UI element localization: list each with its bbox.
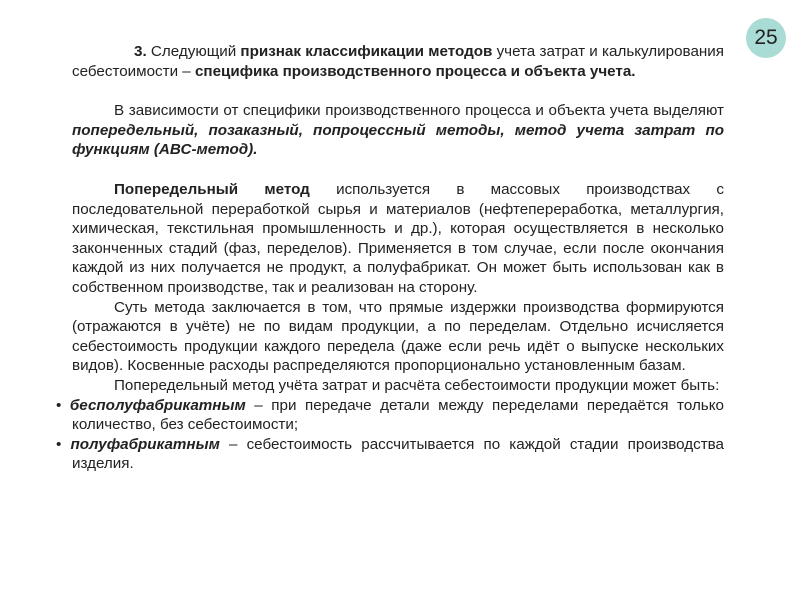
heading-bold-2: специфика производственного процесса и объекта учета.	[194, 62, 636, 80]
bullet-term-2: полуфабрикатным	[70, 435, 220, 453]
bullet-item-2	[56, 435, 724, 474]
heading-text-1: Следующий	[146, 43, 241, 60]
bullet-text-2: – себестоимость рассчитывается по каждой стадии производства изделия.	[72, 435, 724, 473]
methods-list: попередельный, позаказный, попроцессный методы, метод учета затрат по функциям (АВС-метод).	[72, 121, 724, 159]
methods-text: В зависимости от специфики производственного процесса и объекта учета выделяют	[114, 102, 724, 120]
heading-text-2: учета затрат и калькулирования себестоимости –	[72, 43, 724, 80]
process-method-term: Попередельный метод	[114, 180, 310, 198]
heading-number: 3.	[134, 43, 147, 60]
bullet-item-1	[56, 396, 724, 435]
essence-paragraph: Суть метода заключается в том, что прямые издержки производства формируются (отражаются в учёте) не по видам продукции, а по переделам. Отдельно исчисляется себестоимость продукции каждого передела (даже если речь идёт о выпуске нескольких видов). Косвенные расходы распределяются пропорционально установленным базам.	[72, 298, 724, 375]
slide-content	[56, 42, 725, 474]
heading-paragraph	[72, 42, 724, 81]
bullet-term-1: бесполуфабрикатным	[69, 396, 246, 414]
spacer	[72, 160, 724, 180]
slide-number-badge: 25	[746, 18, 786, 58]
heading-bold-1: признак классификации методов	[240, 43, 493, 60]
bullet-marker: •	[56, 396, 62, 414]
bullet-marker: •	[56, 435, 62, 453]
bullet-text-1: – при передаче детали между переделами передаётся только количество, без себестоимости;	[72, 396, 724, 434]
process-method-paragraph	[72, 180, 724, 298]
spacer	[72, 81, 724, 101]
methods-paragraph	[72, 101, 724, 160]
variants-paragraph: Попередельный метод учёта затрат и расчёта себестоимости продукции может быть:	[114, 376, 720, 394]
process-method-text: используется в массовых производствах с последовательной переработкой сырья и материалов (нефтепереработка, металлургия, химическая, текстильная промышленность и др.), которая осуществляется в несколько законченных стадий (фаз, переделов). Применяется в том случае, если после окончания каждой из них получается не продукт, а полуфабрикат. Он может быть использован как в собственном производстве, так и реализован на сторону.	[72, 180, 725, 296]
